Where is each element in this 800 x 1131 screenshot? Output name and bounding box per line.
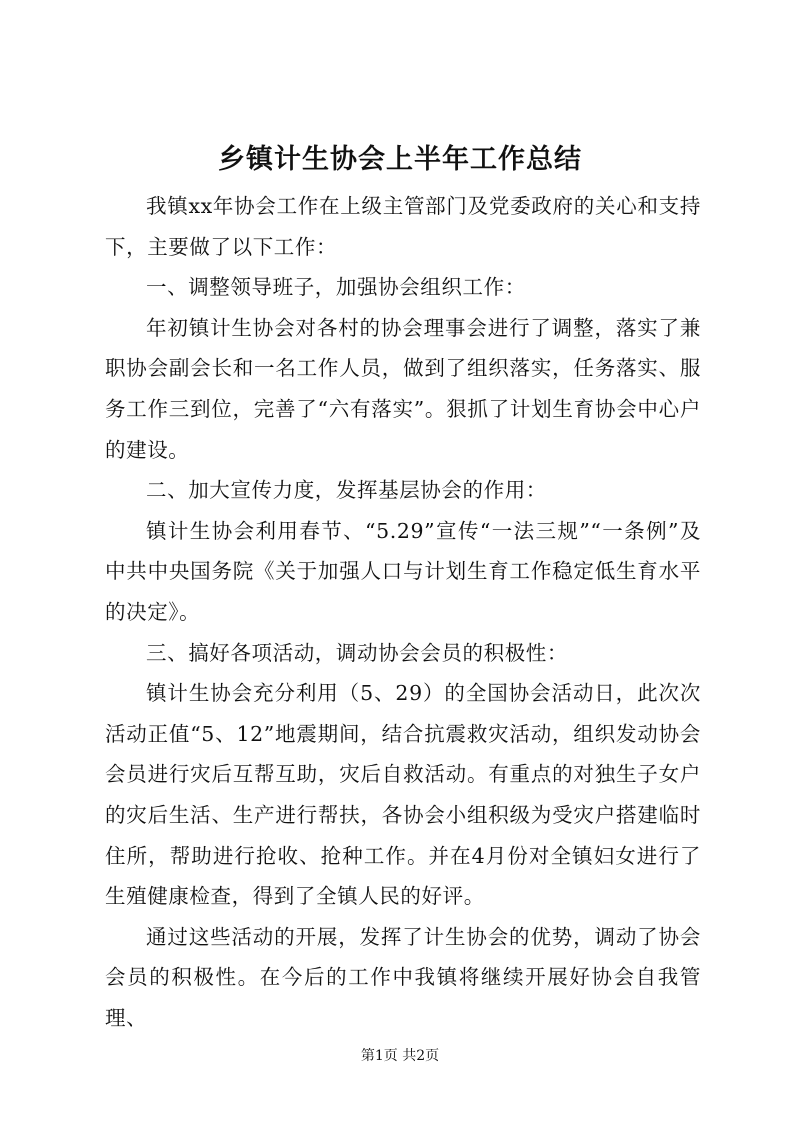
section-heading-2: 二、加大宣传力度，发挥基层协会的作用： — [146, 478, 547, 503]
section-3-paragraph: 镇计生协会充分利用（5、29）的全国协会活动日，此次次活动正值“5、12”地震期间，结合抗震救灾活动，组织发动协会会员进行灾后互帮互助，灾后自救活动。有重点的对独生子女户的灾后生活、生产进行帮扶，各协会小组积级为受灾户搭建临时住所，帮助进行抢收、抢种工作。并在4月份对全镇妇女进行了生殖健康检查，得到了全镇人民的好评。 — [105, 681, 701, 909]
section-1-paragraph: 年初镇计生协会对各村的协会理事会进行了调整，落实了兼职协会副会长和一名工作人员，做到了组织落实，任务落实、服务工作三到位，完善了“六有落实”。狠抓了计划生育协会中心户的建设。 — [105, 315, 701, 462]
intro-paragraph: 我镇xx年协会工作在上级主管部门及党委政府的关心和支持下，主要做了以下工作： — [105, 194, 701, 259]
page-footer — [0, 1046, 800, 1066]
closing-paragraph: 通过这些活动的开展，发挥了计生协会的优势，调动了协会会员的积极性。在今后的工作中我镇将继续开展好协会自我管理、 — [105, 924, 701, 1030]
section-2-paragraph: 镇计生协会利用春节、“5.29”宣传“一法三规”“一条例”及中共中央国务院《关于加强人口与计划生育工作稳定低生育水平的决定》。 — [105, 518, 701, 624]
section-heading-1: 一、调整领导班子，加强协会组织工作： — [146, 275, 526, 300]
section-heading-3: 三、搞好各项活动，调动协会会员的积极性： — [146, 640, 568, 665]
page-number-label: 第1页 共2页 — [360, 1048, 440, 1064]
document-title: 乡镇计生协会上半年工作总结 — [218, 144, 582, 175]
document-body — [105, 186, 701, 1038]
